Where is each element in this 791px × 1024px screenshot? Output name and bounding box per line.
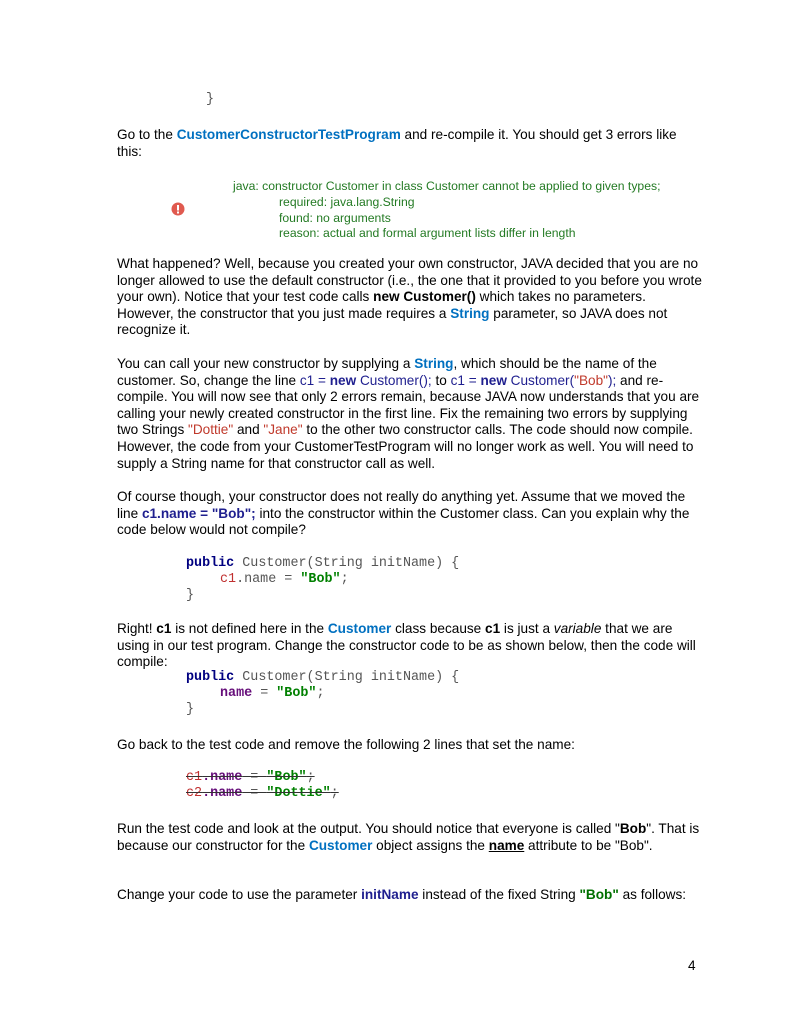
- code-field: .name: [202, 786, 243, 801]
- text: instead of the fixed String: [418, 887, 580, 902]
- paragraph-of-course: [117, 489, 703, 539]
- paragraph-what-happened: [117, 256, 703, 339]
- text: into the constructor within the Customer class. Can you explain why the code below would not compile?: [117, 505, 690, 538]
- code-var: c1: [450, 372, 465, 388]
- code-closing-brace: }: [206, 92, 215, 107]
- underlined-name: name: [488, 837, 525, 853]
- italic-variable: variable: [553, 621, 602, 636]
- code-semi: ;: [316, 686, 325, 701]
- string-bob: "Bob": [579, 887, 619, 902]
- code-line: [186, 670, 459, 686]
- paragraph-recompile: [117, 127, 703, 160]
- code-new: new: [480, 372, 507, 388]
- code-signature: Customer(String initName) {: [234, 556, 460, 571]
- code-keyword: public: [186, 670, 235, 685]
- code-var: c2: [186, 786, 203, 801]
- page-number: 4: [688, 958, 696, 973]
- text: and re-compile it. You should get 3 errors like this:: [117, 127, 677, 159]
- code-field: name: [220, 686, 253, 701]
- customer-class: Customer: [327, 621, 392, 636]
- text: that we are using in our test program. Change the constructor code to be as shown below, then the code will compile:: [117, 621, 696, 670]
- code-var: c1: [485, 621, 501, 636]
- code-line: }: [186, 588, 195, 603]
- code-new: new: [329, 372, 357, 388]
- code-line: [220, 686, 325, 702]
- text: to: [431, 372, 451, 388]
- error-line-1: java: constructor Customer in class Customer cannot be applied to given types;: [233, 179, 661, 193]
- code-op: =: [242, 770, 267, 785]
- code-op: =: [252, 686, 277, 701]
- error-icon: [171, 202, 185, 216]
- text: Run the test code and look at the output. You should notice that everyone is called ": [117, 821, 620, 836]
- code-field: .name =: [236, 572, 301, 587]
- text: as follows:: [618, 887, 687, 902]
- paragraph-right: [117, 621, 703, 671]
- code-string-dottie: "Dottie": [188, 422, 234, 438]
- code-var: c1: [186, 770, 203, 785]
- code-string: "Bob": [300, 572, 341, 587]
- paragraph-run-test: [117, 821, 703, 854]
- text: and re-compile. You will now see that only 2 errors remain, because JAVA now understands that you are calling your newly created constructor in the first line. Fix the remaining two errors by supplying two Strings: [117, 372, 700, 438]
- text: attribute to be "Bob".: [524, 837, 653, 853]
- text: object assigns the: [372, 837, 489, 853]
- error-line-3: found: no arguments: [279, 211, 391, 225]
- text: parameter, so JAVA does not recognize it.: [117, 305, 668, 338]
- code-op: =: [314, 372, 330, 388]
- paragraph-go-back: Go back to the test code and remove the following 2 lines that set the name:: [117, 737, 575, 752]
- text: Change your code to use the parameter: [117, 887, 362, 902]
- string-keyword: String: [414, 356, 454, 371]
- string-keyword: String: [450, 305, 490, 321]
- text: to the other two constructor calls. The code should now compile. However, the code from your CustomerTestProgram will no longer work as well. You will need to supply a String name for that constructor call as well.: [117, 422, 694, 471]
- code-string-jane: "Jane": [263, 422, 303, 438]
- code-keyword: public: [186, 556, 235, 571]
- text: Right!: [117, 621, 157, 636]
- code-var: c1: [299, 372, 315, 388]
- code-customer: Customer(: [506, 372, 575, 388]
- code-string: "Bob": [276, 686, 317, 701]
- paragraph-change-code: [117, 887, 703, 904]
- code-semi: ;: [340, 572, 349, 587]
- text: is not defined here in the: [171, 621, 328, 636]
- text: , which should be the name of the customer. So, change the line: [117, 356, 657, 388]
- text: and: [233, 422, 264, 438]
- customer-class: Customer: [308, 837, 373, 853]
- error-line-4: reason: actual and formal argument lists differ in length: [279, 226, 576, 240]
- code-var: c1: [220, 572, 237, 587]
- code-line: [220, 572, 349, 588]
- code-op: =: [242, 786, 267, 801]
- code-line-removed: [186, 786, 339, 802]
- code-line: [186, 556, 459, 572]
- code-semi: ;: [306, 770, 315, 785]
- code-customer: Customer();: [356, 372, 432, 388]
- param-initname: initName: [361, 887, 419, 902]
- paragraph-call-constructor: [117, 356, 703, 472]
- text: ". That is because our constructor for the: [117, 821, 700, 853]
- text: is just a: [500, 621, 554, 636]
- program-name: CustomerConstructorTestProgram: [176, 127, 401, 142]
- text: Go to the: [117, 127, 177, 142]
- error-line-2: required: java.lang.String: [279, 195, 415, 209]
- code-close: );: [607, 372, 617, 388]
- text: What happened? Well, because you created your own constructor, JAVA decided that you are no longer allowed to use the default constructor (i.e., the one that it provided to you before you wrote your own). Notice that your test code calls: [117, 256, 702, 305]
- code-string: "Bob": [266, 770, 307, 785]
- code-signature: Customer(String initName) {: [234, 670, 460, 685]
- code-op: =: [464, 372, 481, 388]
- code-line-removed: [186, 770, 315, 786]
- text: You can call your new constructor by supplying a: [117, 356, 415, 371]
- bold-bob: Bob: [619, 821, 647, 836]
- text: Of course though, your constructor does not really do anything yet. Assume that we moved the line: [117, 489, 686, 521]
- code-new-customer: new Customer(): [373, 289, 476, 305]
- code-semi: ;: [330, 786, 339, 801]
- code-field: .name: [202, 770, 243, 785]
- text: which takes no parameters. However, the constructor that you just made requires a: [117, 289, 646, 321]
- code-c1-name: c1.name = "Bob";: [141, 505, 256, 521]
- code-string-bob: "Bob": [574, 372, 608, 388]
- code-line: }: [186, 702, 195, 717]
- code-string: "Dottie": [266, 786, 331, 801]
- code-var: c1: [156, 621, 172, 636]
- text: class because: [391, 621, 486, 636]
